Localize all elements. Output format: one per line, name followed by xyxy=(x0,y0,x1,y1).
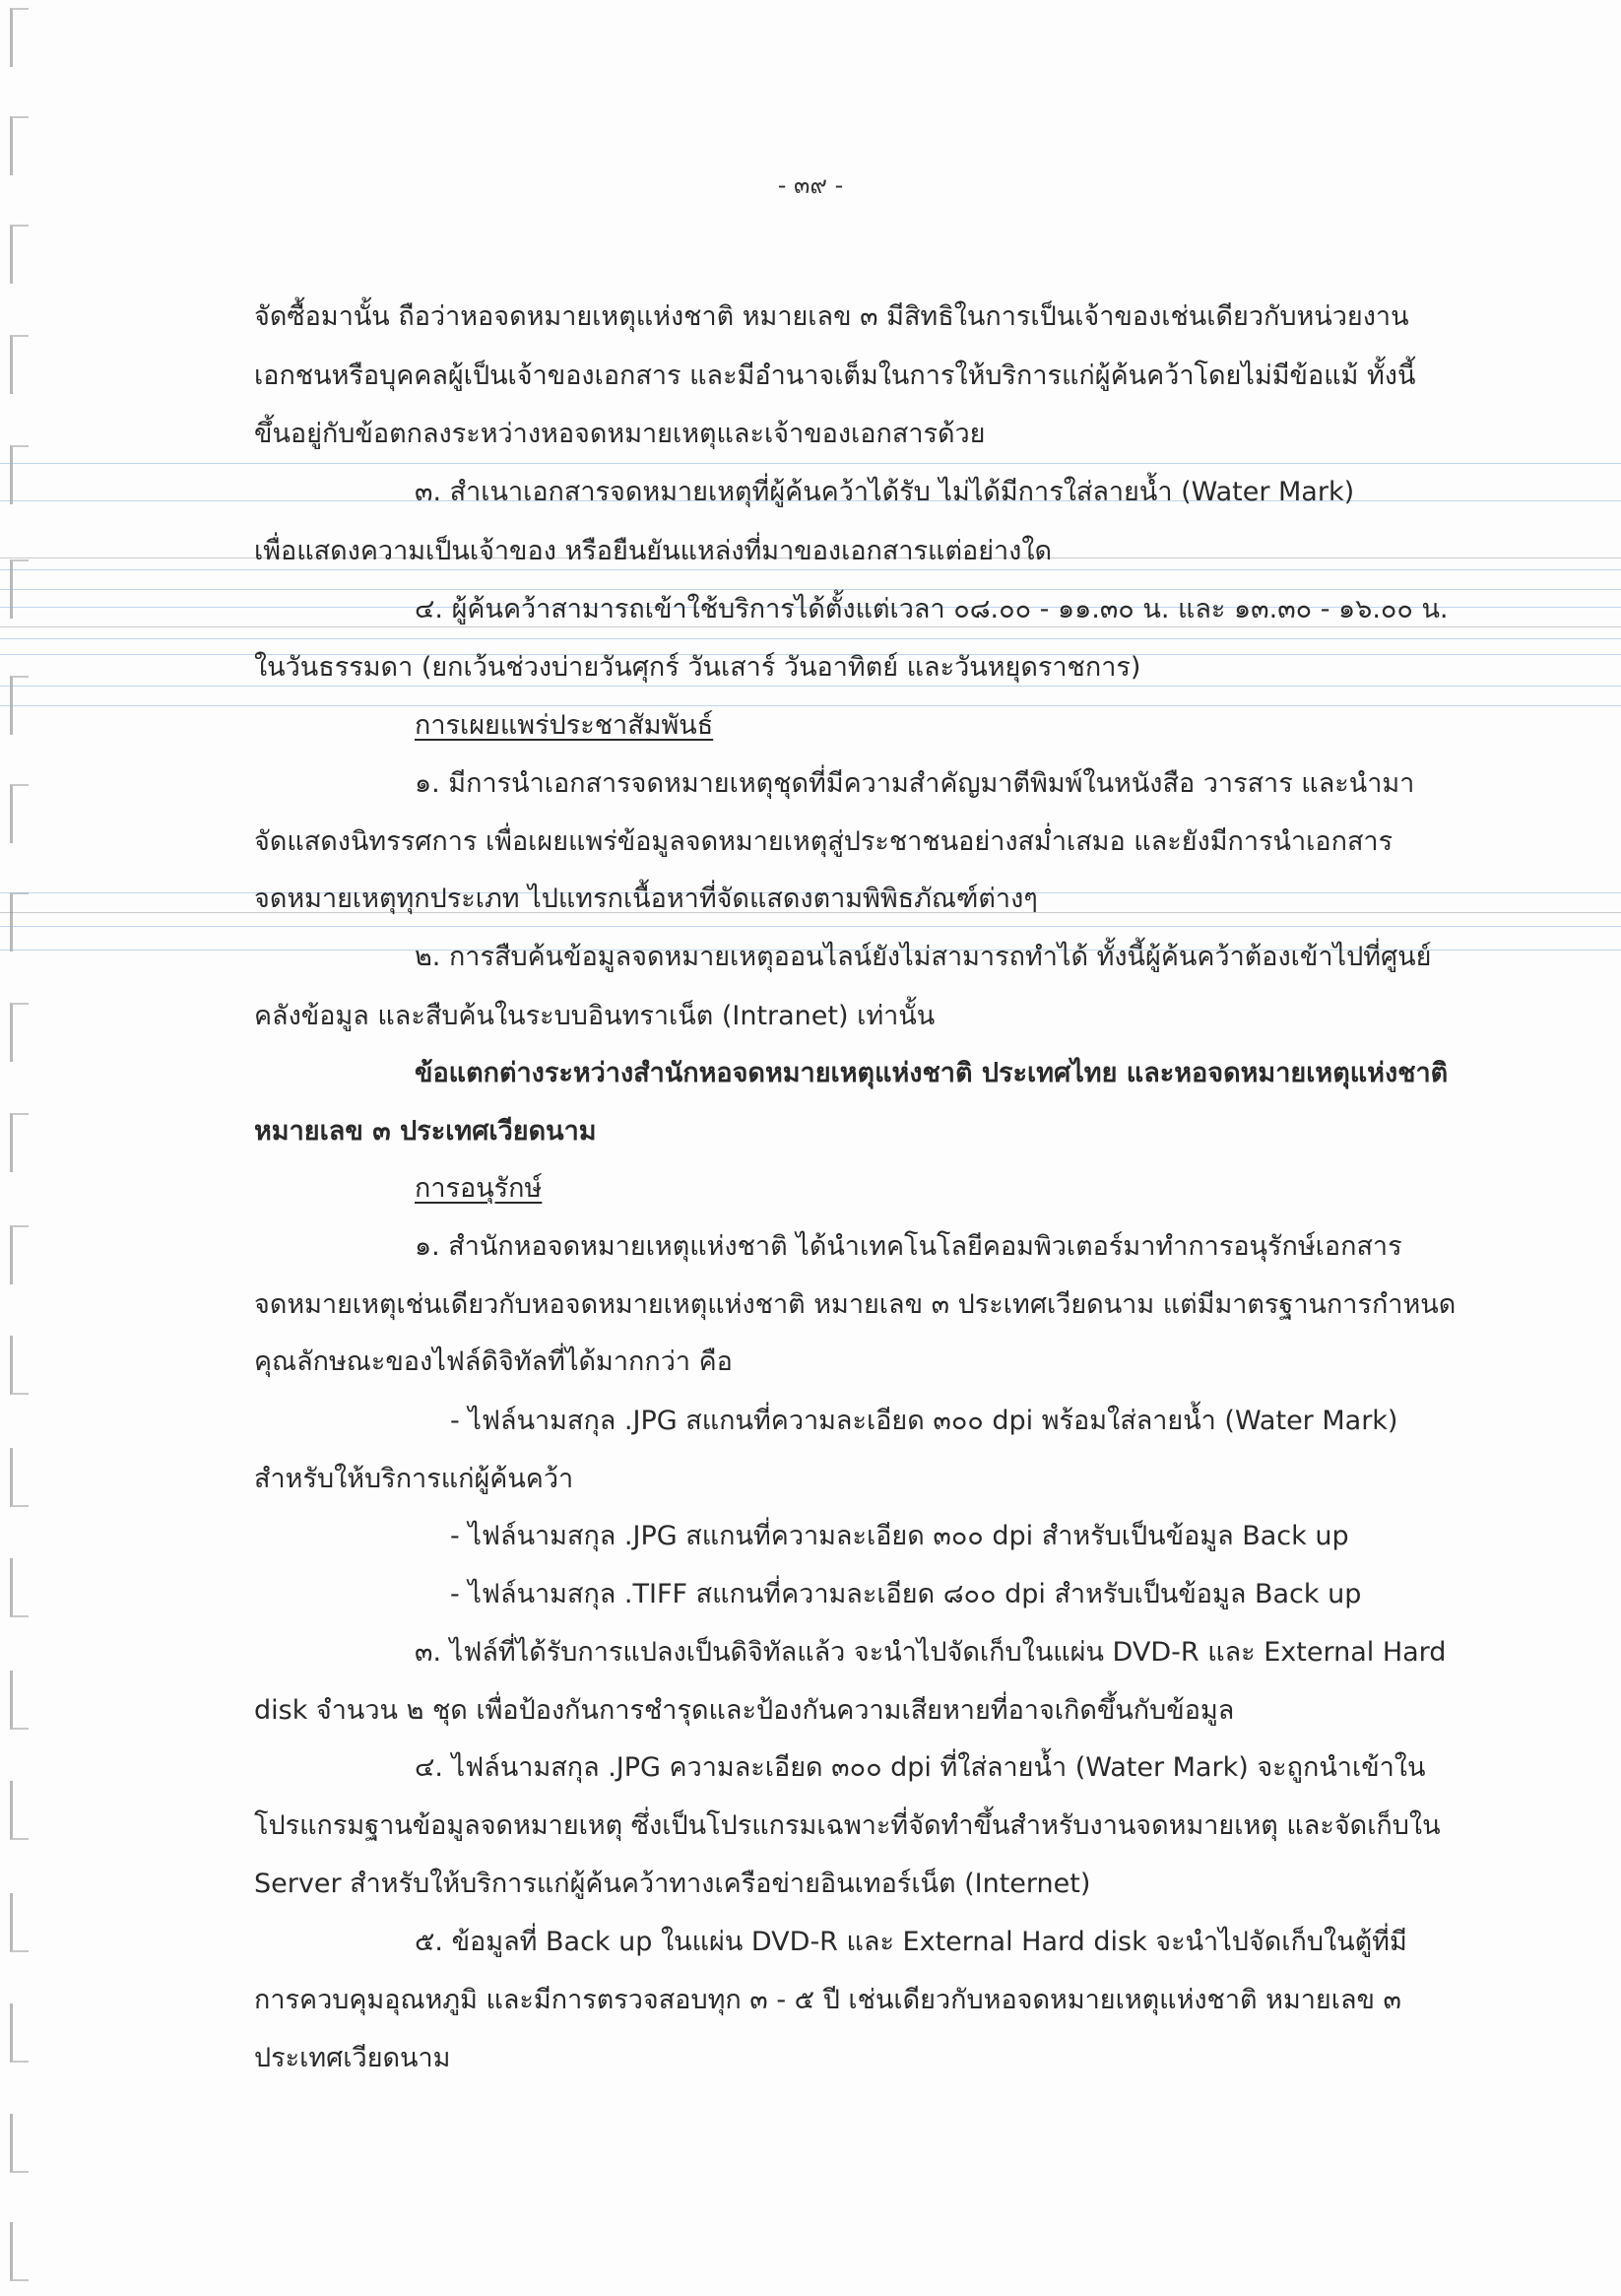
bold-heading: หมายเลข ๓ ประเทศเวียดนาม xyxy=(254,1116,597,1147)
body-text-line: จัดซื้อมานั้น ถือว่าหอจดหมายเหตุแห่งชาติ หมายเลข ๓ มีสิทธิในการเป็นเจ้าของเช่นเดียวกับหน่วยงาน xyxy=(254,301,1409,332)
body-text-line: disk จำนวน ๒ ชุด เพื่อป้องกันการชำรุดและป้องกันความเสียหายที่อาจเกิดขึ้นกับข้อมูล xyxy=(254,1695,1235,1726)
body-text-line: ๔. ไฟล์นามสกุล .JPG ความละเอียด ๓๐๐ dpi ที่ใส่ลายน้ำ (Water Mark) จะถูกนำเข้าใน xyxy=(415,1752,1426,1783)
binder-mark xyxy=(10,1336,29,1395)
bullet-item: - ไฟล์นามสกุล .JPG สแกนที่ความละเอียด ๓๐๐ dpi สำหรับเป็นข้อมูล Back up xyxy=(450,1521,1349,1551)
body-text-line: Server สำหรับให้บริการแก่ผู้ค้นคว้าทางเครือข่ายอินเทอร์เน็ต (Internet) xyxy=(254,1869,1091,1899)
body-text-line: ๒. การสืบค้นข้อมูลจดหมายเหตุออนไลน์ยังไม่สามารถทำได้ ทั้งนี้ผู้ค้นคว้าต้องเข้าไปที่ศูนย์ xyxy=(415,942,1432,972)
body-text-line: ๕. ข้อมูลที่ Back up ในแผ่น DVD-R และ External Hard disk จะนำไปจัดเก็บในตู้ที่มี xyxy=(415,1927,1407,1957)
body-text-line: เพื่อแสดงความเป็นเจ้าของ หรือยืนยันแหล่งที่มาของเอกสารแต่อย่างใด xyxy=(254,536,1053,566)
binder-mark xyxy=(10,445,29,504)
scan-artifact-line xyxy=(0,686,1621,687)
body-text-line: จดหมายเหตุเช่นเดียวกับหอจดหมายเหตุแห่งชาติ หมายเลข ๓ ประเทศเวียดนาม แต่มีมาตรฐานการกำหนด xyxy=(254,1289,1457,1320)
scan-artifact-line xyxy=(0,589,1621,590)
binder-mark xyxy=(10,335,29,394)
scan-artifact-line xyxy=(0,638,1621,639)
binder-mark xyxy=(10,1003,29,1062)
bold-heading: ข้อแตกต่างระหว่างสำนักหอจดหมายเหตุแห่งชาติ ประเทศไทย และหอจดหมายเหตุแห่งชาติ xyxy=(415,1058,1449,1088)
body-text-line: เอกชนหรือบุคคลผู้เป็นเจ้าของเอกสาร และมีอำนาจเต็มในการให้บริการแก่ผู้ค้นคว้าโดยไม่มีข้อแม้ ทั้งนี้ xyxy=(254,361,1416,391)
body-text-line: ๔. ผู้ค้นคว้าสามารถเข้าใช้บริการได้ตั้งแต่เวลา ๐๘.๐๐ - ๑๑.๓๐ น. และ ๑๓.๓๐ - ๑๖.๐๐ น. xyxy=(415,594,1449,624)
body-text-line: ขึ้นอยู่กับข้อตกลงระหว่างหอจดหมายเหตุและเจ้าของเอกสารด้วย xyxy=(254,419,986,449)
section-heading: การอนุรักษ์ xyxy=(415,1173,543,1204)
binder-mark xyxy=(10,1893,29,1952)
scan-artifact-line xyxy=(0,569,1621,570)
body-text-line: การควบคุมอุณหภูมิ และมีการตรวจสอบทุก ๓ - ๕ ปี เช่นเดียวกับหอจดหมายเหตุแห่งชาติ หมายเลข ๓ xyxy=(254,1985,1401,2015)
scan-artifact-line xyxy=(0,626,1621,627)
binder-mark xyxy=(10,892,29,951)
binder-mark xyxy=(10,2114,29,2173)
binder-mark xyxy=(10,1225,29,1284)
body-text-line: ๓. ไฟล์ที่ได้รับการแปลงเป็นดิจิทัลแล้ว จะนำไปจัดเก็บในแผ่น DVD-R และ External Hard xyxy=(415,1637,1447,1668)
body-text-line: ในวันธรรมดา (ยกเว้นช่วงบ่ายวันศุกร์ วันเสาร์ วันอาทิตย์ และวันหยุดราชการ) xyxy=(254,652,1141,683)
scan-artifact-line xyxy=(0,705,1621,706)
body-text-line: ประเทศเวียดนาม xyxy=(254,2043,451,2073)
binder-mark xyxy=(10,1448,29,1507)
body-text-line: คลังข้อมูล และสืบค้นในระบบอินทราเน็ต (Intranet) เท่านั้น xyxy=(254,1001,936,1031)
body-text-line: จดหมายเหตุทุกประเภท ไปแทรกเนื้อหาที่จัดแสดงตามพิพิธภัณฑ์ต่างๆ xyxy=(254,884,1038,914)
binder-mark xyxy=(10,1558,29,1617)
binder-mark xyxy=(10,2222,29,2281)
scan-artifact-line xyxy=(0,463,1621,464)
binder-mark xyxy=(10,784,29,843)
body-text-line: จัดแสดงนิทรรศการ เพื่อเผยแพร่ข้อมูลจดหมายเหตุสู่ประชาชนอย่างสม่ำเสมอ และยังมีการนำเอกสาร xyxy=(254,826,1394,857)
scan-artifact-line xyxy=(0,926,1621,927)
body-text-line: โปรแกรมฐานข้อมูลจดหมายเหตุ ซึ่งเป็นโปรแกรมเฉพาะที่จัดทำขึ้นสำหรับงานจดหมายเหตุ และจัดเก็บใน xyxy=(254,1810,1441,1841)
binder-mark xyxy=(10,1671,29,1730)
bullet-item: - ไฟล์นามสกุล .JPG สแกนที่ความละเอียด ๓๐๐ dpi พร้อมใส่ลายน้ำ (Water Mark) xyxy=(450,1406,1398,1436)
binder-mark xyxy=(10,2003,29,2063)
body-text-line: ๑. มีการนำเอกสารจดหมายเหตุชุดที่มีความสำคัญมาตีพิมพ์ในหนังสือ วารสาร และนำมา xyxy=(415,768,1415,799)
binder-mark xyxy=(10,8,29,67)
binder-mark xyxy=(10,225,29,284)
section-heading: การเผยแพร่ประชาสัมพันธ์ xyxy=(415,710,714,741)
body-text-line: คุณลักษณะของไฟล์ดิจิทัลที่ได้มากกว่า คือ xyxy=(254,1346,733,1377)
binder-mark xyxy=(10,1113,29,1172)
body-text-line: ๑. สำนักหอจดหมายเหตุแห่งชาติ ได้นำเทคโนโลยีคอมพิวเตอร์มาทำการอนุรักษ์เอกสาร xyxy=(415,1231,1402,1262)
page-number: - ๓๙ - xyxy=(777,171,844,199)
binder-mark xyxy=(10,1781,29,1840)
body-text-line: ๓. สำเนาเอกสารจดหมายเหตุที่ผู้ค้นคว้าได้รับ ไม่ได้มีการใส่ลายน้ำ (Water Mark) xyxy=(415,477,1355,507)
bullet-item: - ไฟล์นามสกุล .TIFF สแกนที่ความละเอียด ๘๐๐ dpi สำหรับเป็นข้อมูล Back up xyxy=(450,1579,1362,1609)
body-text-line: สำหรับให้บริการแก่ผู้ค้นคว้า xyxy=(254,1464,574,1494)
